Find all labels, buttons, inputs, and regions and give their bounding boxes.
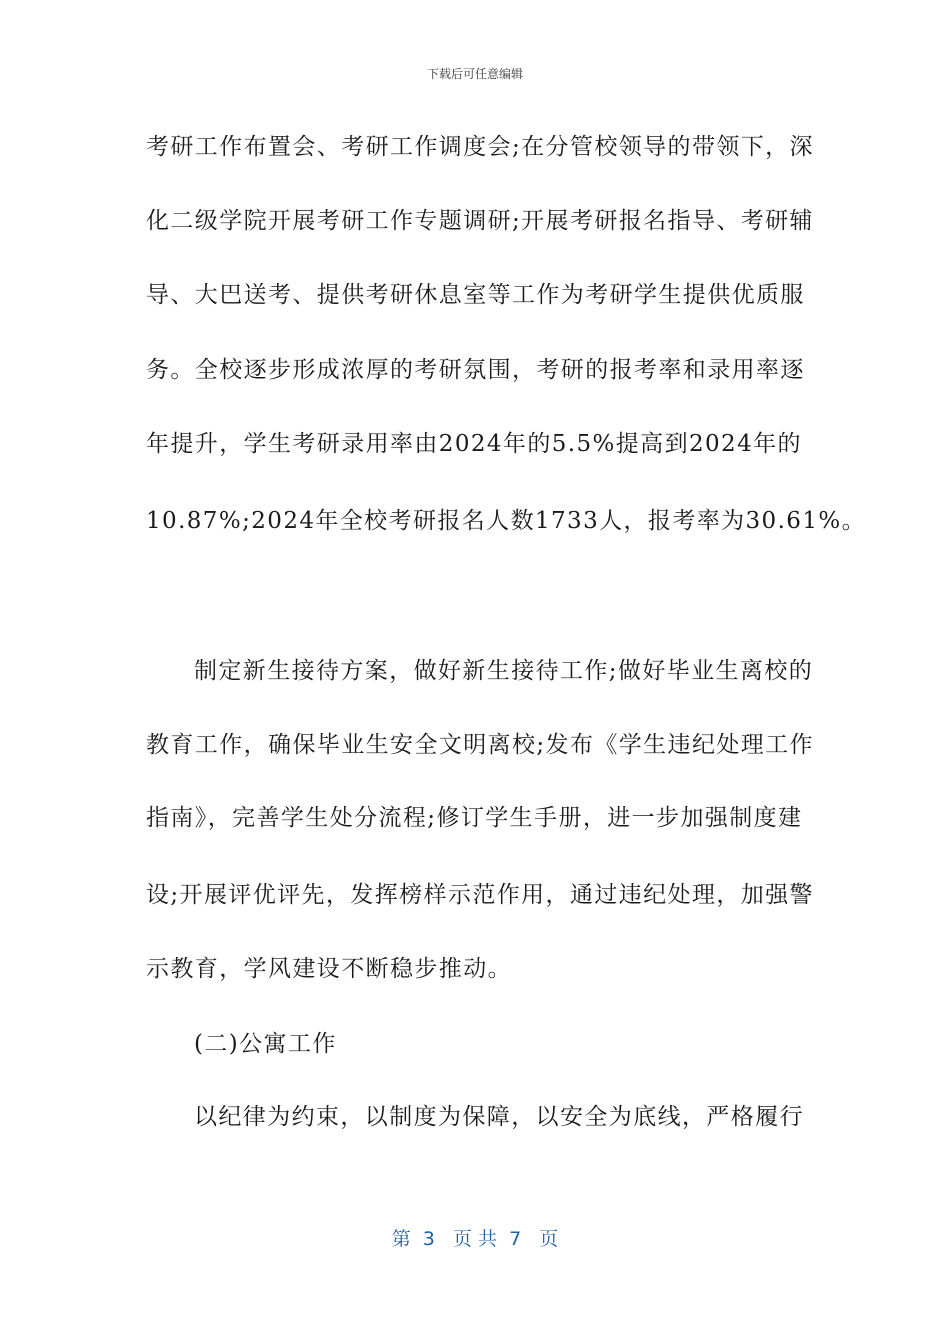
page-number-footer: 第 3 页 共 7 页 — [391, 1228, 559, 1250]
text-line: 制定新生接待方案，做好新生接待工作;做好毕业生离校的 — [194, 658, 814, 684]
text-line: 教育工作，确保毕业生安全文明离校;发布《学生违纪处理工作 — [146, 732, 814, 758]
text-line: 化二级学院开展考研工作专题调研;开展考研报名指导、考研辅 — [146, 208, 814, 234]
text-line: 考研工作布置会、考研工作调度会;在分管校领导的带领下，深 — [146, 134, 814, 160]
text-line: 导、大巴送考、提供考研休息室等工作为考研学生提供优质服 — [146, 282, 805, 308]
text-line: 示教育，学风建设不断稳步推动。 — [146, 956, 512, 982]
text-line: 指南》，完善学生处分流程;修订学生手册，进一步加强制度建 — [146, 805, 803, 831]
page-header-note: 下载后可任意编辑 — [426, 67, 523, 81]
text-line: 设;开展评优评先，发挥榜样示范作用，通过违纪处理，加强警 — [146, 882, 814, 908]
text-line: 年提升，学生考研录用率由2024年的5.5%提高到2024年的 — [146, 431, 802, 457]
text-line: 务。全校逐步形成浓厚的考研氛围，考研的报考率和录用率逐 — [146, 357, 805, 383]
text-line: 10.87%;2024年全校考研报名人数1733人，报考率为30.61%。 — [146, 508, 867, 534]
section-heading: (二)公寓工作 — [194, 1031, 337, 1057]
text-line: 以纪律为约束，以制度为保障，以安全为底线，严格履行 — [194, 1104, 804, 1130]
